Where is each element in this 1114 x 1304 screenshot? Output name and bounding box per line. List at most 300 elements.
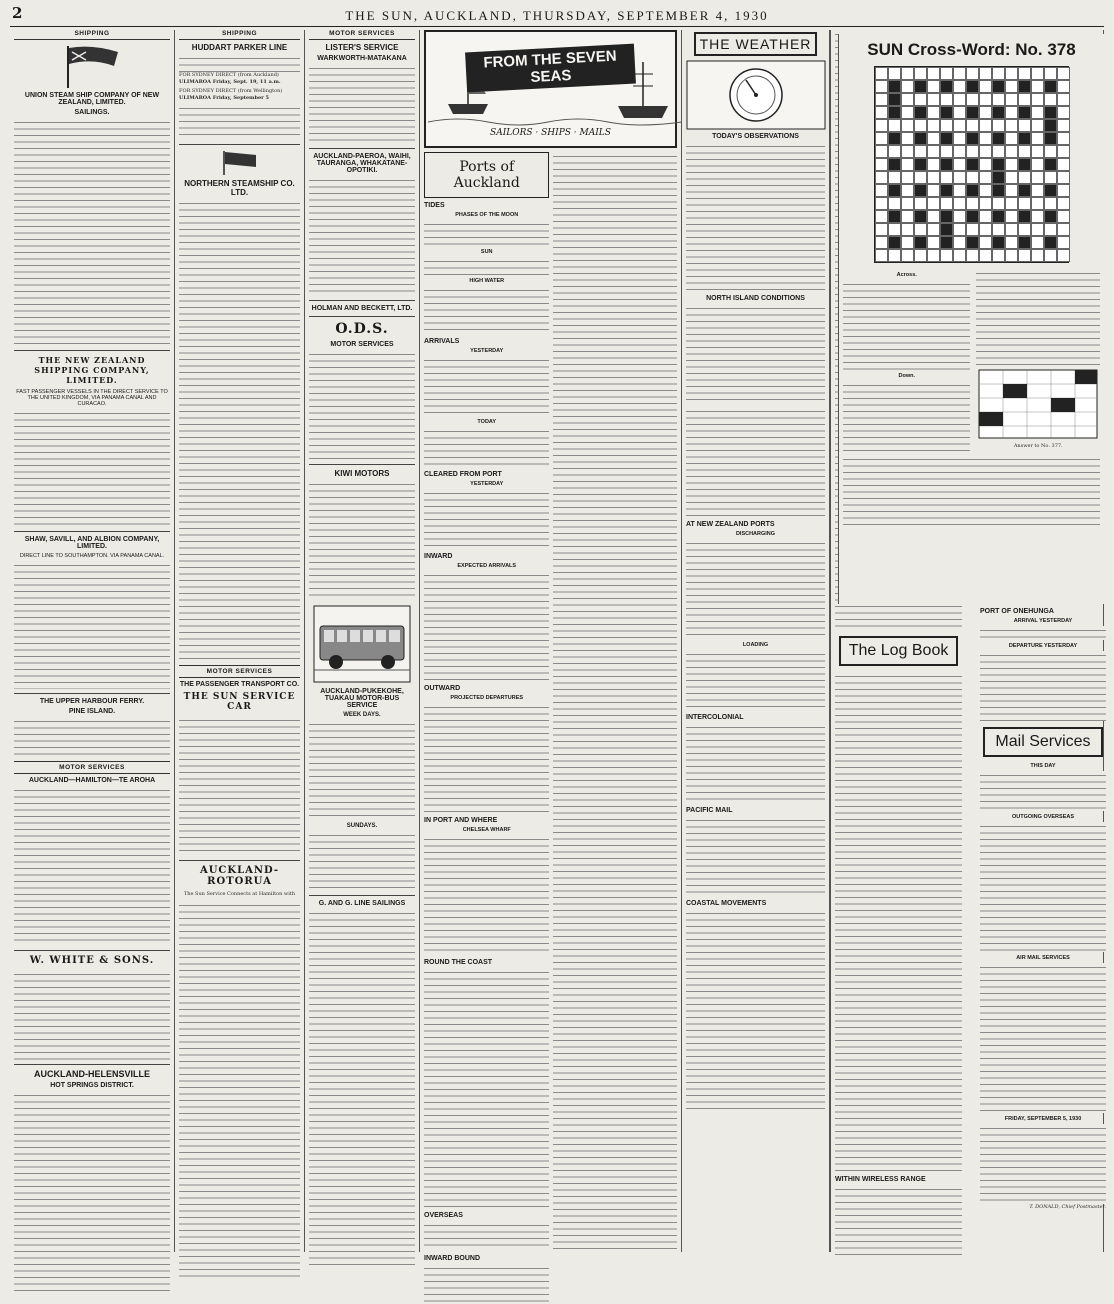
crossword-cell[interactable] xyxy=(953,249,966,262)
crossword-cell[interactable] xyxy=(927,158,940,171)
arrival-text xyxy=(980,626,1106,640)
bus-illustration-icon xyxy=(312,604,412,684)
pacific-heading: PACIFIC MAIL xyxy=(686,807,733,814)
crossword-cell[interactable] xyxy=(992,93,1005,106)
crossword-cell[interactable] xyxy=(966,93,979,106)
crossword-cell[interactable] xyxy=(901,106,914,119)
crossword-cell[interactable] xyxy=(901,158,914,171)
ferry-title: THE UPPER HARBOUR FERRY. xyxy=(39,698,145,705)
crossword-cell[interactable] xyxy=(966,171,979,184)
column-shipping-2 xyxy=(175,30,305,1252)
crossword-cell[interactable] xyxy=(953,223,966,236)
crossword-cell[interactable] xyxy=(1044,223,1057,236)
crossword-cell[interactable] xyxy=(953,171,966,184)
column-header: SHIPPING xyxy=(179,30,300,40)
pukekohe-weekdays: WEEK DAYS. xyxy=(343,712,381,718)
crossword-cell[interactable] xyxy=(927,223,940,236)
crossword-cell[interactable] xyxy=(927,171,940,184)
ports-title: Ports of Auckland xyxy=(424,152,549,198)
crossword-cell[interactable] xyxy=(1057,119,1070,132)
air-mail-heading: AIR MAIL SERVICES xyxy=(1016,955,1070,961)
crossword-cell[interactable] xyxy=(1018,171,1031,184)
crossword-cell xyxy=(940,158,953,171)
crossword-cell[interactable] xyxy=(1031,145,1044,158)
crossword-cell[interactable] xyxy=(927,249,940,262)
crossword-cell[interactable] xyxy=(1018,223,1031,236)
discharging-text xyxy=(686,539,825,639)
crossword-cell[interactable] xyxy=(875,223,888,236)
crossword-cell[interactable] xyxy=(979,93,992,106)
crossword-cell[interactable] xyxy=(979,132,992,145)
crossword-cell[interactable] xyxy=(927,184,940,197)
crossword-cell[interactable] xyxy=(979,223,992,236)
crossword-cell[interactable] xyxy=(914,145,927,158)
moon-heading: PHASES OF THE MOON xyxy=(455,212,519,218)
huddart-line: FOR SYDNEY DIRECT (from Auckland) xyxy=(179,72,279,78)
departure-yesterday-heading: DEPARTURE YESTERDAY xyxy=(1008,643,1078,649)
crossword-cell[interactable] xyxy=(1018,145,1031,158)
divider xyxy=(309,464,415,465)
crossword-cell[interactable] xyxy=(940,145,953,158)
crossword-cell[interactable] xyxy=(1057,106,1070,119)
crossword-cell[interactable] xyxy=(901,67,914,80)
crossword-cell[interactable] xyxy=(1005,132,1018,145)
crossword-cell[interactable] xyxy=(1018,93,1031,106)
crossword-cell[interactable] xyxy=(966,67,979,80)
crossword-cell[interactable] xyxy=(1057,93,1070,106)
crossword-cell[interactable] xyxy=(953,80,966,93)
crossword-cell[interactable] xyxy=(1044,249,1057,262)
crossword-cell[interactable] xyxy=(1005,236,1018,249)
crossword-cell[interactable] xyxy=(927,93,940,106)
yesterday-heading: YESTERDAY xyxy=(470,481,504,487)
sun-text xyxy=(424,257,549,275)
huddart-line: FOR SYDNEY DIRECT (from Wellington) xyxy=(179,88,283,94)
projected-heading: PROJECTED DEPARTURES xyxy=(450,695,524,701)
crossword-cell[interactable] xyxy=(914,223,927,236)
crossword-cell xyxy=(914,80,927,93)
crossword-cell[interactable] xyxy=(1057,236,1070,249)
huddart-line: ULIMAROA Friday, September 5 xyxy=(179,94,269,101)
in-port-heading: IN PORT AND WHERE xyxy=(424,817,498,824)
crossword-cell[interactable] xyxy=(953,184,966,197)
barometer-icon xyxy=(686,60,826,130)
crossword-cell[interactable] xyxy=(1018,119,1031,132)
crossword-cell xyxy=(1044,80,1057,93)
crossword-cell xyxy=(1018,184,1031,197)
crossword-cell[interactable] xyxy=(1044,145,1057,158)
crossword-cell[interactable] xyxy=(979,184,992,197)
outgoing-heading: OUTGOING OVERSEAS xyxy=(1011,814,1075,820)
crossword-cell[interactable] xyxy=(1057,80,1070,93)
divider xyxy=(14,1064,170,1065)
crossword-cell[interactable] xyxy=(888,119,901,132)
crossword-cell[interactable] xyxy=(979,210,992,223)
crossword-cell[interactable] xyxy=(979,119,992,132)
pukekohe-body-text xyxy=(309,720,415,820)
crossword-cell[interactable] xyxy=(1031,184,1044,197)
this-day-text xyxy=(980,771,1106,811)
across-clues xyxy=(843,280,970,370)
crossword-cell[interactable] xyxy=(1005,119,1018,132)
crossword-cell xyxy=(940,184,953,197)
crossword-cell[interactable] xyxy=(927,210,940,223)
crossword-cell[interactable] xyxy=(901,119,914,132)
crossword-cell[interactable] xyxy=(875,236,888,249)
crossword-cell[interactable] xyxy=(1018,249,1031,262)
crossword-cell xyxy=(966,210,979,223)
crossword-cell[interactable] xyxy=(875,197,888,210)
crossword-cell[interactable] xyxy=(901,197,914,210)
crossword-cell[interactable] xyxy=(914,197,927,210)
crossword-cell[interactable] xyxy=(979,106,992,119)
ferry-body-text xyxy=(14,717,170,757)
crossword-cell[interactable] xyxy=(914,119,927,132)
divider xyxy=(14,350,170,351)
crossword-cell[interactable] xyxy=(901,184,914,197)
seven-seas-subtitle: SAILORS · SHIPS · MAILS xyxy=(490,128,611,138)
crossword-cell[interactable] xyxy=(1044,197,1057,210)
crossword-cell[interactable] xyxy=(979,67,992,80)
crossword-cell[interactable] xyxy=(953,210,966,223)
crossword-cell[interactable] xyxy=(966,119,979,132)
crossword-cell[interactable] xyxy=(1031,223,1044,236)
crossword-cell[interactable] xyxy=(953,158,966,171)
crossword-cell[interactable] xyxy=(1005,184,1018,197)
column-weather xyxy=(682,30,830,1252)
crossword-cell[interactable] xyxy=(914,93,927,106)
crossword-cell xyxy=(914,236,927,249)
crossword-cell[interactable] xyxy=(1005,67,1018,80)
crossword-cell[interactable] xyxy=(888,197,901,210)
crossword-cell[interactable] xyxy=(927,67,940,80)
crossword-cell xyxy=(966,106,979,119)
crossword-cell xyxy=(888,132,901,145)
crossword-cell[interactable] xyxy=(940,197,953,210)
crossword-cell[interactable] xyxy=(966,145,979,158)
crossword-cell[interactable] xyxy=(875,119,888,132)
crossword-panel xyxy=(838,34,1104,604)
crossword-cell[interactable] xyxy=(966,197,979,210)
ptc-title: THE PASSENGER TRANSPORT CO. xyxy=(179,681,300,688)
crossword-cell[interactable] xyxy=(1057,223,1070,236)
ssa-title: SHAW, SAVILL, AND ALBION COMPANY, LIMITED. xyxy=(24,536,160,550)
crossword-cell[interactable] xyxy=(992,67,1005,80)
crossword-cell[interactable] xyxy=(1031,210,1044,223)
crossword-cell[interactable] xyxy=(1057,132,1070,145)
crossword-cell xyxy=(1018,106,1031,119)
crossword-cell[interactable] xyxy=(901,236,914,249)
crossword-cell[interactable] xyxy=(992,145,1005,158)
crossword-cell[interactable] xyxy=(914,249,927,262)
crossword-cell[interactable] xyxy=(979,197,992,210)
air-mail-text xyxy=(980,963,1106,1113)
crossword-cell[interactable] xyxy=(1057,171,1070,184)
divider xyxy=(309,148,415,149)
helensville-body-text xyxy=(14,1091,170,1291)
crossword-cell xyxy=(992,106,1005,119)
crossword-cell xyxy=(1044,132,1057,145)
crossword-cell[interactable] xyxy=(927,145,940,158)
crossword-cell xyxy=(966,236,979,249)
crossword-cell[interactable] xyxy=(875,67,888,80)
crossword-cell[interactable] xyxy=(979,249,992,262)
crossword-cell[interactable] xyxy=(888,67,901,80)
crossword-cell[interactable] xyxy=(1031,197,1044,210)
crossword-cell xyxy=(966,158,979,171)
crossword-cell[interactable] xyxy=(1005,106,1018,119)
ferry-sub: PINE ISLAND. xyxy=(68,708,116,715)
crossword-cell[interactable] xyxy=(927,106,940,119)
crossword-cell[interactable] xyxy=(927,236,940,249)
rotorua-title: AUCKLAND-ROTORUA xyxy=(199,865,280,887)
crossword-cell[interactable] xyxy=(940,171,953,184)
crossword-cell[interactable] xyxy=(1005,210,1018,223)
crossword-cell xyxy=(940,132,953,145)
crossword-cell[interactable] xyxy=(979,171,992,184)
crossword-cell[interactable] xyxy=(875,132,888,145)
onehunga-heading: PORT OF ONEHUNGA xyxy=(980,608,1054,615)
crossword-cell[interactable] xyxy=(940,249,953,262)
crossword-cell xyxy=(1044,210,1057,223)
white-sons-title: W. WHITE & SONS. xyxy=(29,955,155,966)
motor-services-header: MOTOR SERVICES xyxy=(179,665,300,678)
crossword-cell[interactable] xyxy=(914,67,927,80)
crossword-cell xyxy=(1018,236,1031,249)
crossword-cell[interactable] xyxy=(901,171,914,184)
crossword-cell[interactable] xyxy=(927,197,940,210)
crossword-cell xyxy=(992,171,1005,184)
crossword-cell[interactable] xyxy=(1031,106,1044,119)
crossword-cell[interactable] xyxy=(901,80,914,93)
crossword-cell[interactable] xyxy=(1057,249,1070,262)
expected-text xyxy=(424,571,549,681)
crossword-cell[interactable] xyxy=(1031,93,1044,106)
nz-ports-heading: AT NEW ZEALAND PORTS xyxy=(686,521,775,528)
crossword-cell[interactable] xyxy=(875,184,888,197)
pacific-text xyxy=(686,816,825,896)
ods-sub: MOTOR SERVICES xyxy=(330,341,394,348)
crossword-cell[interactable] xyxy=(992,223,1005,236)
gg-line-title: G. AND G. LINE SAILINGS xyxy=(318,900,406,907)
huddart-intro-text xyxy=(179,54,300,72)
huddart-title: HUDDART PARKER LINE xyxy=(191,43,288,52)
crossword-cell xyxy=(1044,119,1057,132)
crossword-cell[interactable] xyxy=(1057,145,1070,158)
crossword-cell[interactable] xyxy=(1031,158,1044,171)
crossword-cell xyxy=(1018,210,1031,223)
crossword-cell xyxy=(888,158,901,171)
crossword-cell[interactable] xyxy=(1057,197,1070,210)
crossword-cell[interactable] xyxy=(1005,145,1018,158)
crossword-cell xyxy=(940,236,953,249)
crossword-cell[interactable] xyxy=(901,249,914,262)
crossword-cell[interactable] xyxy=(953,132,966,145)
divider xyxy=(14,531,170,532)
crossword-cell[interactable] xyxy=(875,171,888,184)
crossword-cell xyxy=(914,106,927,119)
crossword-cell[interactable] xyxy=(1005,158,1018,171)
crossword-cell[interactable] xyxy=(1005,197,1018,210)
expected-heading: EXPECTED ARRIVALS xyxy=(457,563,517,569)
crossword-cell xyxy=(940,210,953,223)
high-water-text xyxy=(424,286,549,334)
crossword-cell xyxy=(1044,184,1057,197)
cleared-text xyxy=(424,489,549,549)
crossword-cell[interactable] xyxy=(992,119,1005,132)
crossword-cell[interactable] xyxy=(1031,119,1044,132)
in-port-text xyxy=(424,835,549,955)
crossword-cell xyxy=(1018,132,1031,145)
arrival-yesterday-heading: ARRIVAL YESTERDAY xyxy=(1013,618,1073,624)
divider xyxy=(14,950,170,951)
masthead-rule xyxy=(10,26,1104,27)
crossword-cell[interactable] xyxy=(1044,171,1057,184)
crossword-cell[interactable] xyxy=(979,145,992,158)
rotorua-body-text xyxy=(179,901,300,1281)
lady-lewis-text xyxy=(843,455,1100,525)
intercolonial-text xyxy=(686,723,825,803)
crossword-cell[interactable] xyxy=(1057,184,1070,197)
crossword-cell[interactable] xyxy=(953,119,966,132)
crossword-cell[interactable] xyxy=(888,223,901,236)
crossword-cell[interactable] xyxy=(940,67,953,80)
weather-title: THE WEATHER xyxy=(694,32,818,56)
crossword-cell xyxy=(966,184,979,197)
crossword-cell[interactable] xyxy=(1018,197,1031,210)
crossword-cell[interactable] xyxy=(1031,236,1044,249)
crossword-cell[interactable] xyxy=(1057,67,1070,80)
crossword-cell[interactable] xyxy=(888,171,901,184)
crossword-cell[interactable] xyxy=(888,145,901,158)
crossword-cell[interactable] xyxy=(901,93,914,106)
crossword-cell[interactable] xyxy=(940,93,953,106)
crossword-cell xyxy=(992,80,1005,93)
crossword-cell[interactable] xyxy=(901,145,914,158)
arrivals-today-text xyxy=(424,427,549,467)
crossword-cell[interactable] xyxy=(1005,80,1018,93)
crossword-cell[interactable] xyxy=(1031,132,1044,145)
crossword-cell[interactable] xyxy=(875,210,888,223)
crossword-cell xyxy=(888,210,901,223)
white-sons-body-text xyxy=(14,970,170,1060)
crossword-cell[interactable] xyxy=(1031,171,1044,184)
crossword-cell[interactable] xyxy=(875,93,888,106)
crossword-cell[interactable] xyxy=(901,210,914,223)
crossword-cell[interactable] xyxy=(979,158,992,171)
pukekohe-sunday-text xyxy=(309,831,415,891)
crossword-cell[interactable] xyxy=(875,106,888,119)
outward-heading: OUTWARD xyxy=(424,685,461,692)
crossword-cell[interactable] xyxy=(888,249,901,262)
crossword-cell[interactable] xyxy=(875,158,888,171)
across-clues-cont xyxy=(976,269,1100,365)
crossword-cell[interactable] xyxy=(966,223,979,236)
crossword-cell xyxy=(1018,80,1031,93)
crossword-cell[interactable] xyxy=(1044,93,1057,106)
crossword-cell[interactable] xyxy=(953,145,966,158)
crossword-cell[interactable] xyxy=(1005,223,1018,236)
crossword-cell[interactable] xyxy=(953,93,966,106)
crossword-cell xyxy=(1044,158,1057,171)
nsc-body-text xyxy=(179,199,300,661)
nsc-flag-icon xyxy=(220,149,260,175)
coastal-text xyxy=(686,909,825,1109)
weather-report-text xyxy=(686,407,825,517)
crossword-cell[interactable] xyxy=(953,106,966,119)
answer-label: Answer to No. 377. xyxy=(1013,443,1063,449)
crossword-cell[interactable] xyxy=(901,132,914,145)
crossword-cell[interactable] xyxy=(1005,171,1018,184)
crossword-cell xyxy=(940,106,953,119)
arrivals-yesterday-text xyxy=(424,356,549,416)
crossword-cell[interactable] xyxy=(875,145,888,158)
crossword-cell xyxy=(992,184,1005,197)
crossword-cell[interactable] xyxy=(1005,93,1018,106)
crossword-cell[interactable] xyxy=(992,249,1005,262)
lister-sub: WARKWORTH-MATAKANA xyxy=(317,55,407,62)
crossword-cell xyxy=(1018,158,1031,171)
hamilton-body-text xyxy=(14,786,170,946)
crossword-cell[interactable] xyxy=(953,236,966,249)
coastal-heading: COASTAL MOVEMENTS xyxy=(686,900,767,907)
crossword-cell[interactable] xyxy=(940,119,953,132)
crossword-cell[interactable] xyxy=(1044,67,1057,80)
crossword-cell[interactable] xyxy=(1031,249,1044,262)
nzsc-title: THE NEW ZEALAND SHIPPING COMPANY, LIMITED. xyxy=(34,355,150,385)
down-label: Down. xyxy=(898,373,915,379)
crossword-cell[interactable] xyxy=(901,223,914,236)
crossword-cell[interactable] xyxy=(1018,67,1031,80)
crossword-cell[interactable] xyxy=(1057,210,1070,223)
crossword-grid[interactable] xyxy=(874,66,1069,263)
lister-body-text xyxy=(309,64,415,144)
crossword-cell[interactable] xyxy=(875,249,888,262)
ssa-sub: DIRECT LINE TO SOUTHAMPTON. VIA PANAMA CANAL. xyxy=(19,553,165,559)
crossword-cell[interactable] xyxy=(1057,158,1070,171)
huddart-line: ULIMAROA Friday, Sept. 19, 11 a.m. xyxy=(179,78,281,85)
signature: T. DONALD, Chief Postmaster. xyxy=(1029,1204,1106,1210)
loading-text xyxy=(686,650,825,710)
crossword-cell[interactable] xyxy=(1031,67,1044,80)
column-header: SHIPPING xyxy=(14,30,170,40)
crossword-cell[interactable] xyxy=(914,171,927,184)
crossword-cell[interactable] xyxy=(953,197,966,210)
crossword-cell[interactable] xyxy=(966,249,979,262)
crossword-cell[interactable] xyxy=(927,132,940,145)
crossword-cell[interactable] xyxy=(979,80,992,93)
crossword-cell[interactable] xyxy=(979,236,992,249)
crossword-cell[interactable] xyxy=(927,119,940,132)
crossword-cell[interactable] xyxy=(1005,249,1018,262)
masthead: THE SUN, AUCKLAND, THURSDAY, SEPTEMBER 4, 1930 xyxy=(345,8,769,23)
crossword-cell[interactable] xyxy=(1031,80,1044,93)
column-seven-seas xyxy=(420,30,682,1262)
tides-heading: TIDES xyxy=(424,202,445,209)
departure-text xyxy=(980,651,1106,721)
crossword-cell xyxy=(992,158,1005,171)
seven-seas-title: FROM THE SEVEN SEAS xyxy=(465,44,636,93)
mail-services-title: Mail Services xyxy=(983,727,1102,757)
intercolonial-heading: INTERCOLONIAL xyxy=(686,714,744,721)
projected-text xyxy=(424,703,549,813)
crossword-cell[interactable] xyxy=(927,80,940,93)
outgoing-text xyxy=(980,822,1106,952)
crossword-cell[interactable] xyxy=(875,80,888,93)
cleared-heading: CLEARED FROM PORT xyxy=(424,471,502,478)
crossword-cell[interactable] xyxy=(953,67,966,80)
crossword-cell[interactable] xyxy=(992,197,1005,210)
